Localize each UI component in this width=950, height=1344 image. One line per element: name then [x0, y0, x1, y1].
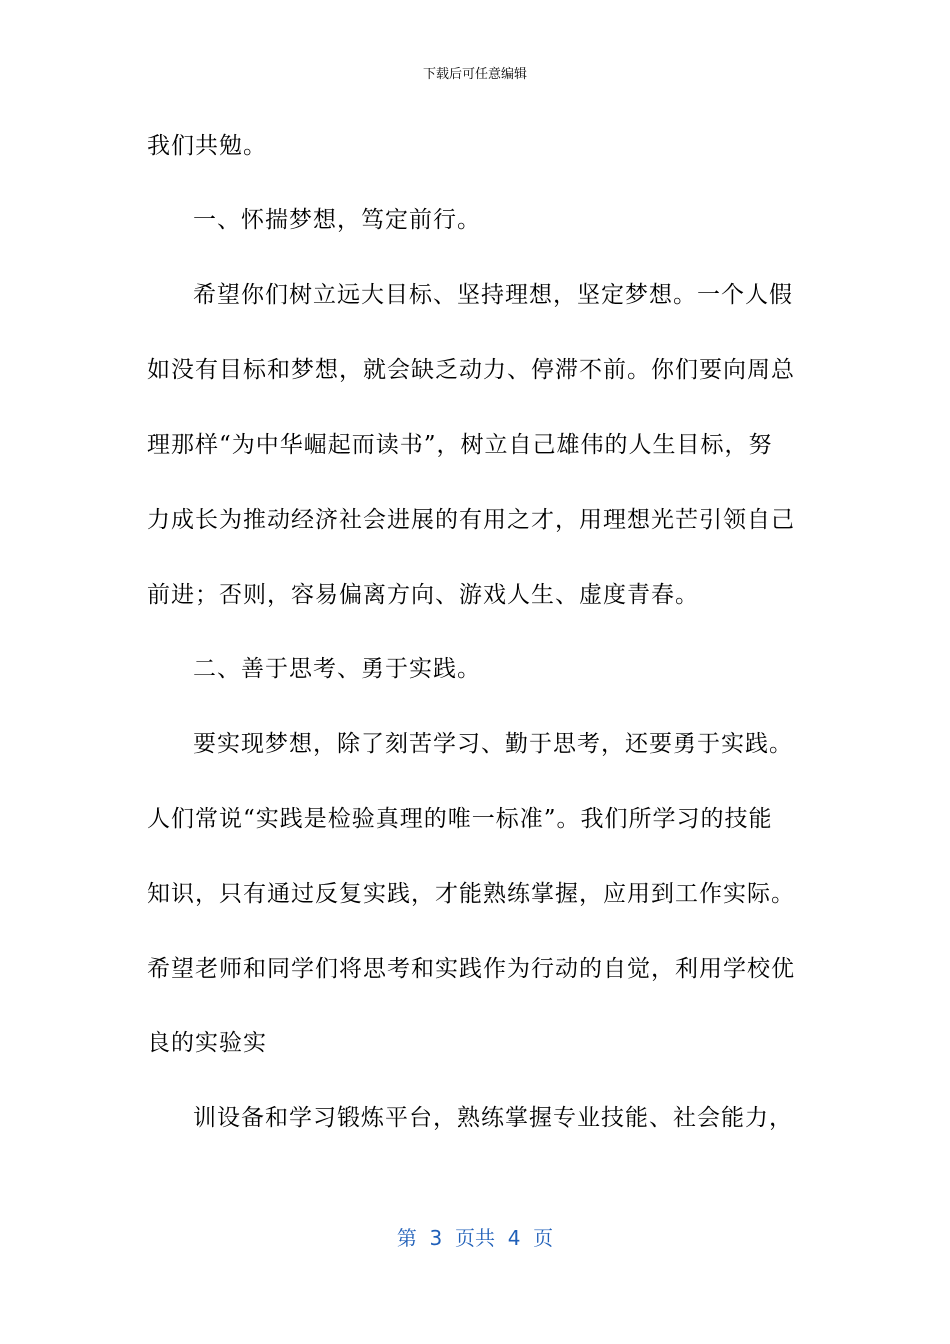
section-heading-2: 二、善于思考、勇于实践。: [193, 656, 481, 682]
body-line-10: 人们常说“实践是检验真理的唯一标准”。我们所学习的技能: [147, 806, 773, 832]
body-line-7: 前进；否则，容易偏离方向、游戏人生、虚度青春。: [147, 582, 699, 608]
body-line-12: 希望老师和同学们将思考和实践作为行动的自觉，利用学校优: [147, 956, 795, 982]
body-line-5: 理那样“为中华崛起而读书”，树立自己雄伟的人生目标，努: [147, 432, 773, 458]
page-header: 下载后可任意编辑: [422, 67, 527, 82]
page-number-footer: 第 3 页共 4 页: [396, 1226, 554, 1250]
body-line-1: 我们共勉。: [147, 133, 267, 159]
body-line-3: 希望你们树立远大目标、坚持理想，坚定梦想。一个人假: [193, 282, 793, 308]
body-line-13: 良的实验实: [147, 1030, 267, 1056]
body-line-14: 训设备和学习锻炼平台，熟练掌握专业技能、社会能力，: [193, 1105, 793, 1131]
body-line-6: 力成长为推动经济社会进展的有用之才，用理想光芒引领自己: [147, 507, 795, 533]
body-line-9: 要实现梦想，除了刻苦学习、勤于思考，还要勇于实践。: [193, 731, 793, 757]
section-heading-1: 一、怀揣梦想，笃定前行。: [193, 207, 481, 233]
body-line-4: 如没有目标和梦想，就会缺乏动力、停滞不前。你们要向周总: [147, 357, 795, 383]
body-line-11: 知识，只有通过反复实践，才能熟练掌握，应用到工作实际。: [147, 881, 795, 907]
